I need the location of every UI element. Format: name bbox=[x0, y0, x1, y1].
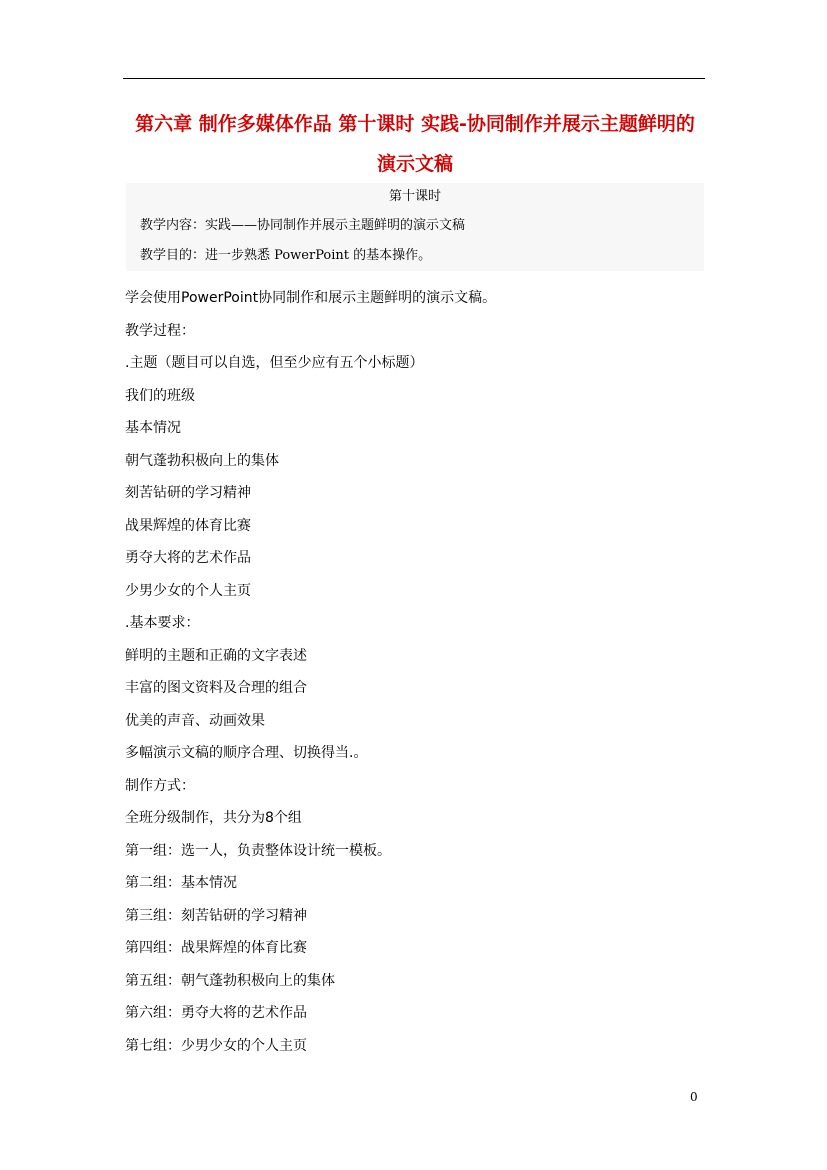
paragraph: 少男少女的个人主页 bbox=[125, 582, 251, 599]
document-title-line-2: 演示文稿 bbox=[376, 153, 453, 175]
embedded-teaching-content: 教学内容：实践——协同制作并展示主题鲜明的演示文稿 bbox=[140, 218, 466, 233]
paragraph: 第七组：少男少女的个人主页 bbox=[125, 1037, 307, 1054]
paragraph: 战果辉煌的体育比赛 bbox=[125, 517, 251, 534]
paragraph: 丰富的图文资料及合理的组合 bbox=[125, 680, 307, 696]
paragraph: 第五组：朝气蓬勃积极向上的集体 bbox=[125, 972, 335, 989]
paragraph: 刻苦钻研的学习精神 bbox=[125, 485, 251, 501]
paragraph: 第四组：战果辉煌的体育比赛 bbox=[125, 940, 307, 956]
paragraph: 制作方式： bbox=[125, 777, 195, 794]
page-number: 0 bbox=[690, 1090, 698, 1104]
paragraph: 朝气蓬勃积极向上的集体 bbox=[125, 452, 279, 469]
paragraph: 第二组：基本情况 bbox=[125, 875, 237, 891]
paragraph: 多幅演示文稿的顺序合理、切换得当.。 bbox=[125, 745, 368, 761]
paragraph: .主题（题目可以自选，但至少应有五个小标题） bbox=[125, 355, 424, 371]
paragraph: 我们的班级 bbox=[125, 387, 195, 404]
header-rule bbox=[123, 78, 705, 79]
body-paragraphs bbox=[125, 282, 715, 1062]
paragraph: 第三组：刻苦钻研的学习精神 bbox=[125, 907, 307, 924]
paragraph: 基本情况 bbox=[125, 420, 181, 436]
embedded-heading: 第十课时 bbox=[388, 189, 441, 204]
paragraph: 学会使用PowerPoint协同制作和展示主题鲜明的演示文稿。 bbox=[125, 290, 497, 306]
document-title-line-1: 第六章 制作多媒体作品 第十课时 实践-协同制作并展示主题鲜明的 bbox=[135, 113, 695, 135]
paragraph: 勇夺大将的艺术作品 bbox=[125, 550, 251, 566]
paragraph: 全班分级制作，共分为8个组 bbox=[125, 810, 302, 826]
paragraph: 第六组：勇夺大将的艺术作品 bbox=[125, 1005, 307, 1021]
paragraph: 优美的声音、动画效果 bbox=[125, 712, 265, 729]
paragraph: 第一组：选一人，负责整体设计统一模板。 bbox=[125, 842, 391, 859]
embedded-teaching-goal: 教学目的：进一步熟悉 PowerPoint 的基本操作。 bbox=[140, 248, 432, 263]
paragraph: .基本要求： bbox=[125, 615, 200, 631]
embedded-image bbox=[126, 183, 704, 271]
paragraph: 鲜明的主题和正确的文字表述 bbox=[125, 647, 307, 664]
paragraph: 教学过程： bbox=[125, 322, 195, 339]
